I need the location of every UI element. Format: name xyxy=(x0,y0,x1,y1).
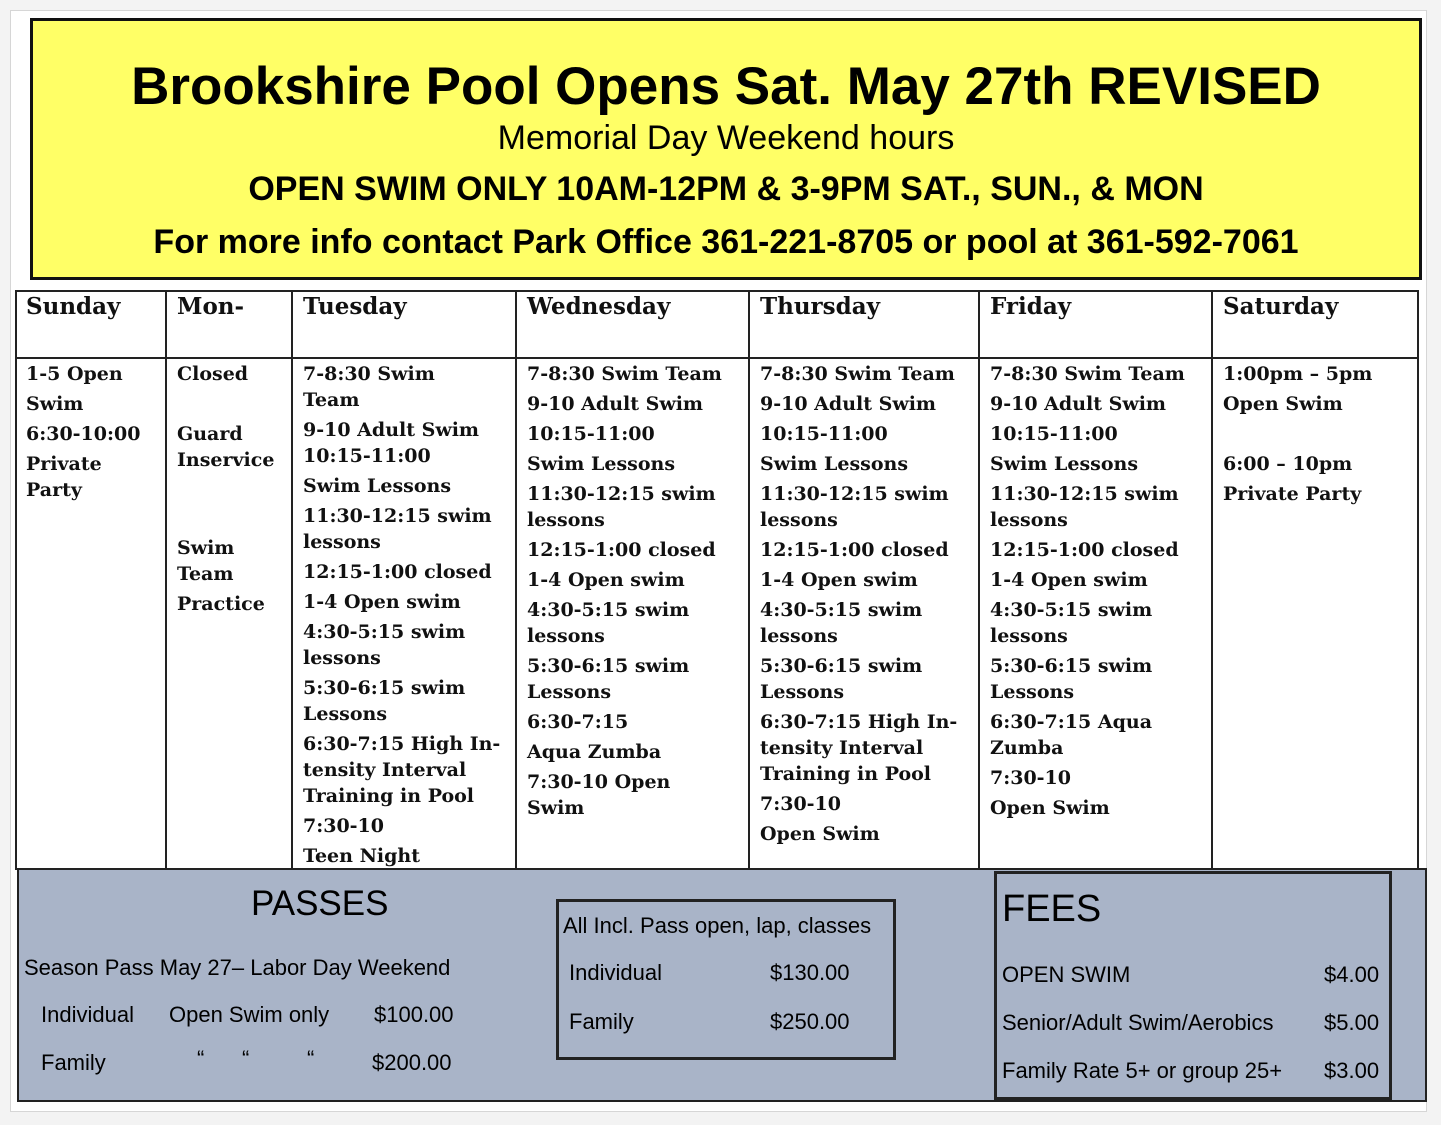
schedule-entry: 4:30-5:15 swim xyxy=(990,599,1153,621)
grid-col-divider xyxy=(748,290,750,870)
schedule-cell-saturday xyxy=(1223,361,1372,507)
day-header-thursday: Thursday xyxy=(760,293,880,320)
day-header-tuesday: Tuesday xyxy=(303,293,407,320)
day-header-friday: Friday xyxy=(990,293,1072,320)
schedule-entry: Team xyxy=(177,563,234,585)
schedule-entry: Lessons xyxy=(527,681,612,703)
schedule-entry: Private Party xyxy=(1223,483,1362,505)
schedule-cell-sunday xyxy=(26,361,140,503)
schedule-entry: Practice xyxy=(177,593,265,615)
schedule-entry: 11:30-12:15 swim xyxy=(303,505,492,527)
schedule-entry: Team xyxy=(303,389,360,411)
passes-heading: PASSES xyxy=(251,884,389,923)
schedule-entry: 5:30-6:15 swim xyxy=(303,677,466,699)
all-incl-individual-price: $130.00 xyxy=(770,960,850,985)
schedule-entry: 10:15-11:00 xyxy=(527,423,655,445)
passes-family-price: $200.00 xyxy=(372,1050,452,1075)
schedule-entry: lessons xyxy=(527,509,605,531)
schedule-entry: Lessons xyxy=(303,703,388,725)
grid-col-divider xyxy=(1211,290,1213,870)
day-header-sunday: Sunday xyxy=(26,293,121,320)
schedule-entry: 9-10 Adult Swim xyxy=(527,393,704,415)
schedule-entry: 1-4 Open swim xyxy=(303,591,461,613)
schedule-entry: tensity Interval xyxy=(303,759,467,781)
schedule-entry: 5:30-6:15 swim xyxy=(990,655,1153,677)
schedule-entry: 6:30-7:15 High In- xyxy=(303,733,501,755)
passes-individual-price: $100.00 xyxy=(374,1002,454,1027)
grid-top-border xyxy=(15,290,1419,292)
ditto-mark: “ xyxy=(242,1046,250,1071)
schedule-entry: Lessons xyxy=(990,681,1075,703)
schedule-entry: Private xyxy=(26,453,102,475)
schedule-entry: 5:30-6:15 swim xyxy=(760,655,923,677)
schedule-entry: Open Swim xyxy=(760,823,880,845)
schedule-entry: lessons xyxy=(303,647,381,669)
fee-label: OPEN SWIM xyxy=(1002,962,1131,987)
schedule-entry: 12:15-1:00 closed xyxy=(760,539,949,561)
schedule-entry: 10:15-11:00 xyxy=(760,423,888,445)
schedule-entry: Swim xyxy=(177,537,235,559)
schedule-entry: 1:00pm – 5pm xyxy=(1223,363,1373,385)
header-banner xyxy=(30,18,1422,280)
schedule-entry: 7-8:30 Swim Team xyxy=(760,363,955,385)
schedule-entry: Lessons xyxy=(760,681,845,703)
schedule-entry: 6:30-10:00 xyxy=(26,423,141,445)
schedule-entry: 10:15-11:00 xyxy=(303,445,431,467)
schedule-entry: lessons xyxy=(990,625,1068,647)
schedule-entry: 12:15-1:00 closed xyxy=(527,539,716,561)
schedule-cell-wednesday xyxy=(527,361,722,821)
passes-individual-label: Individual xyxy=(41,1002,134,1027)
schedule-entry: 7-8:30 Swim Team xyxy=(990,363,1185,385)
schedule-entry: 12:15-1:00 closed xyxy=(990,539,1179,561)
open-swim-hours: OPEN SWIM ONLY 10AM-12PM & 3-9PM SAT., SUN., & MON xyxy=(248,170,1204,208)
fee-price: $4.00 xyxy=(1324,962,1380,987)
fee-label: Family Rate 5+ or group 25+ xyxy=(1002,1058,1283,1083)
season-pass-label: Season Pass May 27– Labor Day Weekend xyxy=(24,955,451,980)
schedule-entry: Party xyxy=(26,479,82,501)
schedule-entry: Swim Lessons xyxy=(303,475,452,497)
schedule-entry: Swim Lessons xyxy=(990,453,1139,475)
schedule-entry: lessons xyxy=(760,625,838,647)
passes-individual-desc: Open Swim only xyxy=(169,1002,330,1027)
grid-col-divider xyxy=(165,290,167,870)
schedule-entry: 1-4 Open swim xyxy=(990,569,1148,591)
schedule-entry: 4:30-5:15 swim xyxy=(303,621,466,643)
schedule-entry: 7-8:30 Swim xyxy=(303,363,435,385)
schedule-entry: 11:30-12:15 swim xyxy=(990,483,1179,505)
schedule-entry: 6:30-7:15 High In- xyxy=(760,711,958,733)
schedule-cell-friday xyxy=(990,361,1185,821)
schedule-entry: Swim Lessons xyxy=(527,453,676,475)
schedule-entry: Teen Night xyxy=(303,845,421,867)
fee-label: Senior/Adult Swim/Aerobics xyxy=(1002,1010,1274,1035)
grid-col-divider xyxy=(15,290,17,870)
schedule-entry: Inservice xyxy=(177,449,275,471)
ditto-mark: “ xyxy=(307,1046,315,1071)
fee-price: $3.00 xyxy=(1324,1058,1380,1083)
schedule-entry: 1-5 Open xyxy=(26,363,123,385)
schedule-entry: 5:30-6:15 swim xyxy=(527,655,690,677)
fees-heading: FEES xyxy=(1002,888,1102,930)
grid-header-divider xyxy=(15,357,1419,359)
ditto-mark: “ xyxy=(197,1046,205,1071)
grid-col-divider xyxy=(291,290,293,870)
grid-col-divider xyxy=(978,290,980,870)
schedule-entry: Open Swim xyxy=(990,797,1110,819)
schedule-entry: Aqua Zumba xyxy=(527,741,662,763)
schedule-entry: 7-8:30 Swim Team xyxy=(527,363,722,385)
passes-family-label: Family xyxy=(41,1050,106,1075)
schedule-entry: 9-10 Adult Swim xyxy=(990,393,1167,415)
schedule-entry: 9-10 Adult Swim xyxy=(760,393,937,415)
schedule-entry: tensity Interval xyxy=(760,737,924,759)
schedule-entry: 11:30-12:15 swim xyxy=(527,483,716,505)
schedule-entry: 4:30-5:15 swim xyxy=(527,599,690,621)
schedule-entry: 1-4 Open swim xyxy=(527,569,685,591)
fee-price: $5.00 xyxy=(1324,1010,1380,1035)
schedule-entry: Training in Pool xyxy=(303,785,475,807)
schedule-entry: Open Swim xyxy=(1223,393,1343,415)
schedule-entry: Closed xyxy=(177,363,249,385)
schedule-entry: lessons xyxy=(303,531,381,553)
schedule-entry: Zumba xyxy=(990,737,1064,759)
schedule-entry: Swim xyxy=(527,797,585,819)
weekend-hours-subtitle: Memorial Day Weekend hours xyxy=(497,119,955,157)
schedule-entry: 7:30-10 Open xyxy=(527,771,671,793)
schedule-entry: Swim Lessons xyxy=(760,453,909,475)
schedule-entry: Swim xyxy=(26,393,84,415)
day-header-saturday: Saturday xyxy=(1223,293,1339,320)
grid-col-divider xyxy=(515,290,517,870)
schedule-cell-thursday xyxy=(760,361,957,847)
schedule-entry: 7:30-10 xyxy=(990,767,1072,789)
schedule-entry: 6:00 – 10pm xyxy=(1223,453,1353,475)
schedule-entry: 11:30-12:15 swim xyxy=(760,483,949,505)
schedule-entry: 6:30-7:15 xyxy=(527,711,629,733)
all-incl-individual-label: Individual xyxy=(569,960,662,985)
schedule-entry: 1-4 Open swim xyxy=(760,569,918,591)
schedule-entry: Training in Pool xyxy=(760,763,932,785)
schedule-entry: 10:15-11:00 xyxy=(990,423,1118,445)
schedule-entry: lessons xyxy=(990,509,1068,531)
all-incl-family-label: Family xyxy=(569,1009,634,1034)
schedule-entry: 6:30-7:15 Aqua xyxy=(990,711,1153,733)
grid-col-divider xyxy=(1417,290,1419,870)
flyer-title: Brookshire Pool Opens Sat. May 27th REVISED xyxy=(131,57,1321,116)
day-header-wednesday: Wednesday xyxy=(527,293,671,320)
contact-info: For more info contact Park Office 361-221-8705 or pool at 361-592-7061 xyxy=(153,223,1299,261)
all-incl-heading: All Incl. Pass open, lap, classes xyxy=(563,913,872,938)
schedule-entry: 7:30-10 xyxy=(303,815,385,837)
schedule-cell-tuesday xyxy=(303,361,500,869)
schedule-entry: lessons xyxy=(760,509,838,531)
schedule-entry: 12:15-1:00 closed xyxy=(303,561,492,583)
all-incl-family-price: $250.00 xyxy=(770,1009,850,1034)
day-header-monday: Mon- xyxy=(177,293,245,320)
schedule-cell-monday xyxy=(177,361,274,617)
schedule-entry: Guard xyxy=(177,423,243,445)
schedule-entry: 9-10 Adult Swim xyxy=(303,419,480,441)
schedule-entry: lessons xyxy=(527,625,605,647)
schedule-entry: 7:30-10 xyxy=(760,793,842,815)
schedule-entry: 4:30-5:15 swim xyxy=(760,599,923,621)
